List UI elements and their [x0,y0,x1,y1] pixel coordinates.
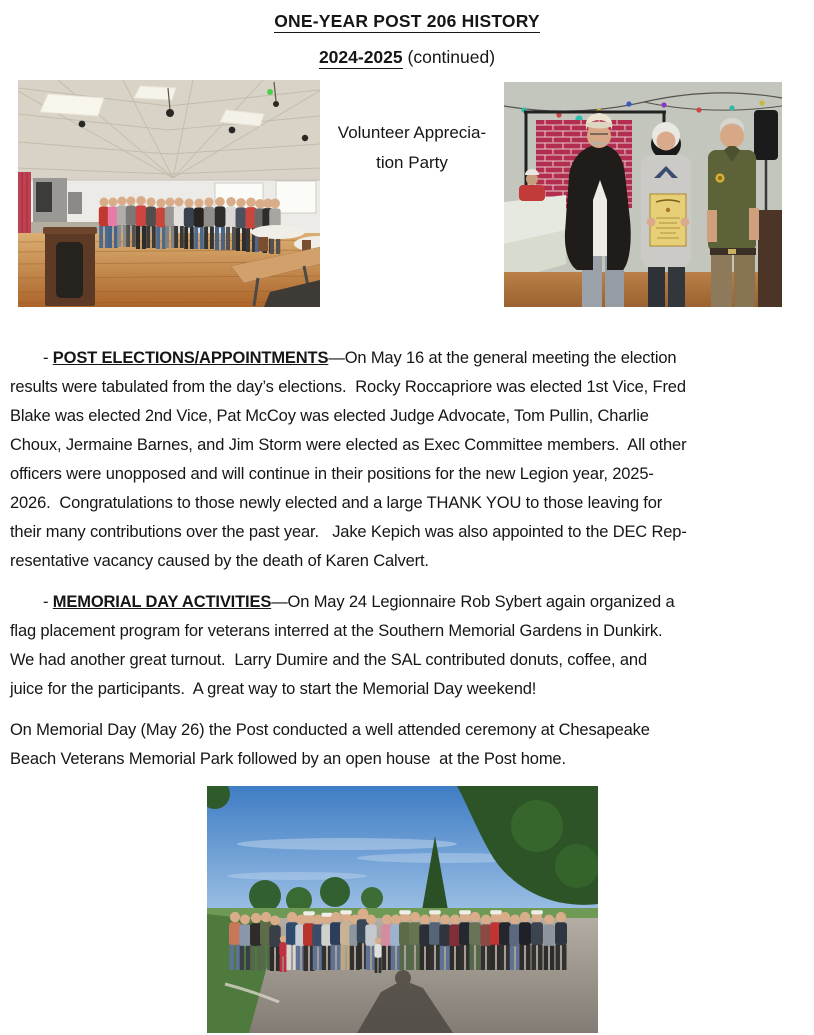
paragraph [10,588,804,704]
paragraph [10,344,804,576]
text-line: officers were unopposed and will continue in their positions for the new Legion year, 2025- [10,465,654,483]
green-light [267,89,273,95]
table [251,225,305,239]
memorial-day-group-photo [207,786,598,1033]
caption-line-1: Volunteer Apprecia- [337,123,487,142]
document-page [0,11,814,1035]
text-line: results were tabulated from the day’s elections. Rocky Roccapriore was elected 1st Vice, Fred [10,378,686,396]
caption-line-2: tion Party [376,153,448,172]
text-line: Beach Veterans Memorial Park followed by an open house at the Post home. [10,750,566,768]
subtitle-year: 2024-2025 [318,47,403,67]
speaker [754,110,778,160]
text-line: flag placement program for veterans interred at the Southern Memorial Gardens in Dunkirk. [10,622,663,640]
certificate-photo-illustration [504,82,782,307]
text-line: juice for the participants. A great way to start the Memorial Day weekend! [10,680,537,698]
hall-photo-illustration [18,80,320,307]
chair [258,237,268,251]
light-panel [40,94,104,116]
certificate-presentation-photo [504,82,782,307]
text-line: 2026. Congratulations to those newly elected and a large THANK YOU to those leaving for [10,494,663,512]
paragraph [10,716,804,774]
outdoor-group-illustration [207,786,598,1033]
page-title-text: ONE-YEAR POST 206 HISTORY [274,11,540,31]
text-line: We had another great turnout. Larry Dumire and the SAL contributed donuts, coffee, and [10,651,647,669]
volunteer-party-hall-photo [18,80,320,307]
photo-caption [320,80,504,178]
page-title [0,11,814,32]
text-line: Choux, Jermaine Barnes, and Jim Storm were elected as Exec Committee members. All other [10,436,687,454]
text-line: - MEMORIAL DAY ACTIVITIES—On May 24 Legionnaire Rob Sybert again organized a [43,593,675,611]
photo-row [18,80,782,307]
body-text [10,344,804,774]
text-line: Blake was elected 2nd Vice, Pat McCoy was elected Judge Advocate, Tom Pullin, Charlie [10,407,649,425]
subtitle-continued: (continued) [402,47,496,67]
light-panel [134,86,176,100]
text-line: On Memorial Day (May 26) the Post conducted a well attended ceremony at Chesapeake [10,721,650,739]
window [276,181,316,213]
podium-edge [758,210,782,307]
text-line: - POST ELECTIONS/APPOINTMENTS—On May 16 at the general meeting the election [43,349,677,367]
text-line: their many contributions over the past year. Jake Kepich was also appointed to the DEC Rep- [10,523,687,541]
text-line: resentative vacancy caused by the death of Karen Calvert. [10,552,429,570]
page-subtitle [0,47,814,68]
